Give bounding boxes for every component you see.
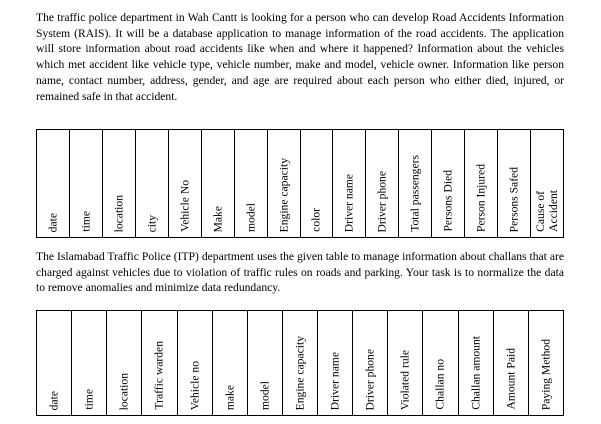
- header-cell: [168, 130, 201, 238]
- header-label: city: [145, 214, 159, 232]
- header-cell: [498, 130, 531, 238]
- challan-table: [36, 310, 564, 416]
- header-label: Engine capacity: [293, 335, 307, 410]
- header-label: Persons Died: [441, 170, 455, 232]
- header-cell: [432, 130, 465, 238]
- accident-table: [36, 129, 564, 238]
- header-label: model: [258, 381, 272, 410]
- header-label: Engine capacity: [277, 157, 291, 232]
- header-label: time: [79, 211, 93, 232]
- header-cell: [267, 130, 300, 238]
- header-cell: [528, 311, 563, 416]
- header-cell: [300, 130, 333, 238]
- header-label: Driver phone: [363, 348, 377, 410]
- header-cell: [493, 311, 528, 416]
- header-cell: [399, 130, 432, 238]
- header-label: Traffic warden: [152, 341, 166, 410]
- header-label: location: [117, 372, 131, 410]
- header-label: location: [112, 194, 126, 232]
- header-label: Vehicle no: [188, 360, 202, 410]
- header-label: Challan amount: [469, 336, 483, 410]
- itp-description: The Islamabad Traffic Police (ITP) department uses the given table to manage information about challans that are charged against vehicles due to violation of traffic rules on roads and parking. Your task is to normalize the data to remove anomalies and minimize data redundancy.: [36, 250, 564, 295]
- header-cell: [72, 311, 107, 416]
- header-cell: [282, 311, 317, 416]
- header-cell: [37, 130, 70, 238]
- header-label: date: [47, 390, 61, 410]
- header-label: Driver name: [342, 173, 356, 232]
- header-cell: [353, 311, 388, 416]
- header-cell: [135, 130, 168, 238]
- header-label: Paying Method: [539, 338, 553, 410]
- header-label: model: [244, 203, 258, 232]
- header-cell: [247, 311, 282, 416]
- header-label: date: [46, 212, 60, 232]
- header-cell: [102, 130, 135, 238]
- header-cell: [177, 311, 212, 416]
- header-cell: [234, 130, 267, 238]
- header-label: Make: [211, 205, 225, 232]
- header-label: Total passengers: [408, 155, 422, 232]
- header-cell: [212, 311, 247, 416]
- header-cell: [366, 130, 399, 238]
- header-label: Vehicle No: [178, 180, 192, 232]
- header-label: color: [309, 208, 323, 232]
- header-cell: [37, 311, 72, 416]
- header-label: Violated rule: [398, 349, 412, 410]
- header-label: Cause of Accident: [534, 190, 561, 232]
- header-label: Persons Safed: [507, 166, 521, 232]
- header-cell: [333, 130, 366, 238]
- rais-description: The traffic police department in Wah Cantt is looking for a person who can develop Road Accidents Information System (RAIS). It will be a database application to manage information of the road accidents. The application will store information about road accidents like when and where it happened? Information about the vehicles which met accident like vehicle type, vehicle number, make and model, vehicle owner. Information like person name, contact number, address, gender, and age are required about each person who either died, injured, or remained safe in that accident.: [36, 11, 564, 103]
- header-label: Challan no: [433, 359, 447, 410]
- accident-table-header-row: [37, 130, 564, 238]
- header-cell: [388, 311, 423, 416]
- header-cell: [465, 130, 498, 238]
- header-cell: [201, 130, 234, 238]
- header-cell: [69, 130, 102, 238]
- header-cell: [458, 311, 493, 416]
- header-cell: [318, 311, 353, 416]
- header-label: make: [223, 384, 237, 410]
- header-cell: [423, 311, 458, 416]
- challan-table-header-row: [37, 311, 564, 416]
- header-label: time: [82, 389, 96, 410]
- header-label: Amount Paid: [504, 348, 518, 410]
- header-label: Driver phone: [375, 170, 389, 232]
- header-cell: [531, 130, 564, 238]
- header-cell: [107, 311, 142, 416]
- header-label: Driver name: [328, 351, 342, 410]
- header-label: Person Injured: [474, 164, 488, 232]
- header-cell: [142, 311, 177, 416]
